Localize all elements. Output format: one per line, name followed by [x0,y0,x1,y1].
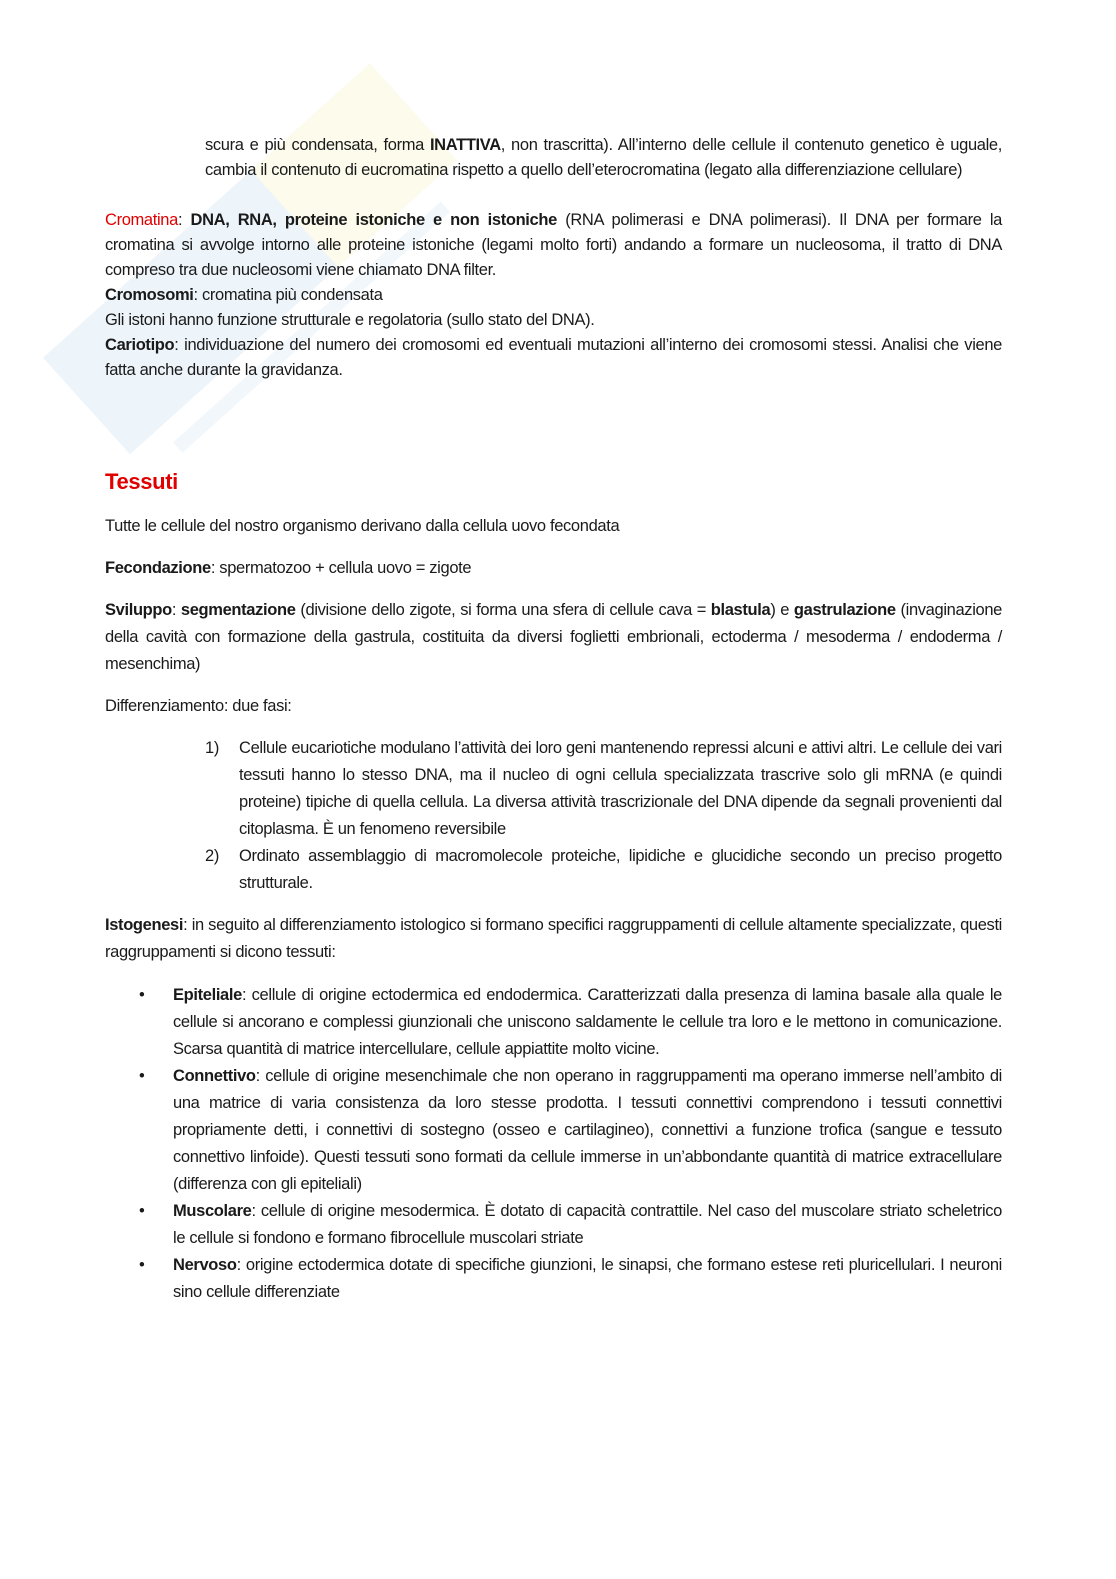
fecondazione-paragraph: Fecondazione: spermatozoo + cellula uovo = zigote [105,559,472,577]
list-item: 2) Ordinato assemblaggio di macromolecole proteiche, lipidiche e glucidiche secondo un preciso progetto strutturale. [205,847,1002,892]
list-item: • Nervoso: origine ectodermica dotate di specifiche giunzioni, le sinapsi, che formano estese reti pluricellulari. I neuroni sino cellule differenziate [139,1256,1002,1301]
list-item: • Muscolare: cellule di origine mesodermica. È dotato di capacità contrattile. Nel caso del muscolare striato scheletrico le cellule si fondono e formano fibrocellule muscolari striate [139,1202,1002,1247]
istogenesi-paragraph: Istogenesi: in seguito al differenziamento istologico si formano specifici raggruppamenti di cellule altamente specializzate, questi raggruppamenti si dicono tessuti: [105,916,1002,961]
intro-paragraph: Tutte le cellule del nostro organismo derivano dalla cellula uovo fecondata [105,517,620,535]
cariotipo-definition: Cariotipo: individuazione del numero dei cromosomi ed eventuali mutazioni all’interno dei cromosomi stessi. Analisi che viene fatta anche durante la gravidanza. [105,336,1002,379]
list-item: • Epiteliale: cellule di origine ectodermica ed endodermica. Caratterizzati dalla presenza di lamina basale alla quale le cellule si ancorano e complessi giunzionali che uniscono saldamente le cellule tra loro e le mettono in comunicazione. Scarsa quantità di matrice intercellulare, cellule appiattite molto vicine. [139,986,1002,1058]
definitions-block [105,208,1002,383]
phases-list [105,735,1002,897]
eterocromatina-paragraph: scura e più condensata, forma INATTIVA, non trascritta). All’interno delle cellule il contenuto genetico è uguale, cambia il contenuto di eucromatina rispetto a quello dell’eterocromatina (legato alla differenziazione cellulare) [205,136,1002,179]
istoni-text: Gli istoni hanno funzione strutturale e regolatoria (sullo stato del DNA). [105,311,595,329]
tissue-types-list [105,982,1002,1306]
sviluppo-paragraph: Sviluppo: segmentazione (divisione dello zigote, si forma una sfera di cellule cava = blastula) e gastrulazione (invaginazione della cavità con formazione della gastrula, costituita da diversi foglietti embrionali, ectoderma / mesoderma / endoderma / mesenchima) [105,601,1002,673]
list-item: • Connettivo: cellule di origine mesenchimale che non operano in raggruppamenti ma operano immerse nell’ambito di una matrice di varia consistenza da loro stesse prodotta. I tessuti connettivi comprendono i tessuti connettivi propriamente detti, i connettivi di sostegno (osseo e cartilagineo), connettivi a funzione trofica (sangue e tessuto connettivo linfoide). Questi tessuti sono formati da cellule immerse in un’abbondante quantità di matrice extracellulare (differenza con gli epiteliali) [139,1067,1002,1193]
differenziamento-paragraph: Differenziamento: due fasi: [105,697,292,715]
cromosomi-definition: Cromosomi: cromatina più condensata [105,286,383,304]
list-item: 1) Cellule eucariotiche modulano l’attività dei loro geni mantenendo repressi alcuni e attivi altri. Le cellule dei vari tessuti hanno lo stesso DNA, ma il nucleo di ogni cellula specializzata trascrive solo gli mRNA (e quindi proteine) tipiche di quella cellula. La diversa attività trascrizionale del DNA dipende da segnali provenienti dal citoplasma. È un fenomeno reversibile [205,739,1002,838]
tessuti-heading: Tessuti [105,469,178,494]
cromatina-definition: Cromatina: DNA, RNA, proteine istoniche e non istoniche (RNA polimerasi e DNA polimerasi). Il DNA per formare la cromatina si avvolge intorno alle proteine istoniche (legami molto forti) andando a formare un nucleosoma, il tratto di DNA compreso tra due nucleosomi viene chiamato DNA filter. [105,211,1002,279]
